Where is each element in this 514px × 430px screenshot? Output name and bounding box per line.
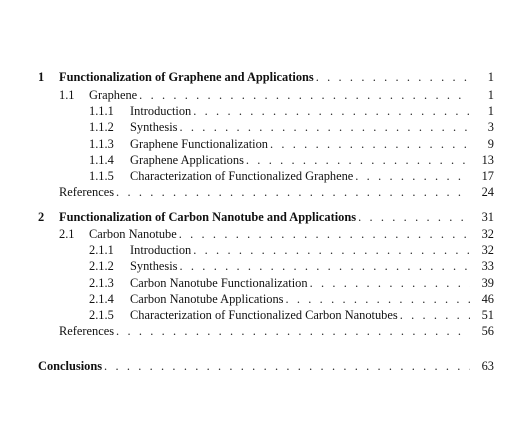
toc-entry-title-wrap [59, 323, 474, 339]
toc-entry-title-wrap [130, 168, 474, 184]
toc-entry-title-wrap [130, 258, 474, 274]
toc-entry-title: Introduction [130, 243, 192, 257]
dot-leader [193, 103, 470, 119]
toc-entry-page: 56 [481, 324, 494, 338]
toc-entry-page: 46 [481, 292, 494, 306]
toc-entry-number: 2.1.5 [89, 308, 114, 322]
toc-entry-title: Functionalization of Graphene and Applications [59, 70, 314, 84]
toc-entry-subsection-1-1-4[interactable] [0, 152, 514, 168]
toc-entry-title-wrap [89, 226, 474, 242]
toc-entry-subsection-1-1-2[interactable] [0, 119, 514, 135]
toc-entry-page: 9 [487, 137, 494, 151]
toc-entry-references-1[interactable] [0, 184, 514, 200]
dot-leader [355, 168, 470, 184]
toc-entry-number: 2 [38, 210, 45, 224]
dot-leader [180, 119, 470, 135]
toc-entry-title: Characterization of Functionalized Carbon Nanotubes [130, 308, 398, 322]
toc-entry-number: 2.1.2 [89, 259, 114, 273]
toc-entry-number: 1.1.5 [89, 169, 114, 183]
dot-leader [116, 323, 470, 339]
toc-entry-page: 17 [481, 169, 494, 183]
toc-entry-number: 1.1 [59, 88, 75, 102]
dot-leader [270, 136, 470, 152]
toc-entry-title: References [59, 185, 115, 199]
toc-entry-subsection-2-1-2[interactable] [0, 258, 514, 274]
toc-entry-section-1-1[interactable] [0, 87, 514, 103]
dot-leader [179, 226, 470, 242]
toc-entry-title-wrap [59, 209, 474, 225]
toc-entry-number: 2.1.1 [89, 243, 114, 257]
toc-entry-title: Synthesis [130, 259, 178, 273]
dot-leader [285, 291, 470, 307]
toc-entry-references-2[interactable] [0, 323, 514, 339]
toc-entry-title-wrap [130, 119, 474, 135]
toc-entry-section-2-1[interactable] [0, 226, 514, 242]
dot-leader [104, 358, 470, 374]
dot-leader [246, 152, 470, 168]
toc-entry-number: 1.1.1 [89, 104, 114, 118]
toc-entry-title: Functionalization of Carbon Nanotube and Applications [59, 210, 357, 224]
toc-entry-title: Introduction [130, 104, 192, 118]
toc-entry-title: Conclusions [38, 359, 103, 373]
toc-entry-title-wrap [130, 307, 474, 323]
toc-entry-title: Carbon Nanotube Functionalization [130, 276, 308, 290]
toc-entry-title: Characterization of Functionalized Graphene [130, 169, 354, 183]
toc-entry-number: 1.1.4 [89, 153, 114, 167]
toc-entry-title-wrap [38, 358, 474, 374]
dot-leader [310, 275, 470, 291]
toc-entry-number: 1 [38, 70, 45, 84]
toc-entry-subsection-2-1-4[interactable] [0, 291, 514, 307]
toc-entry-page: 1 [487, 70, 494, 84]
toc-entry-page: 63 [481, 359, 494, 373]
toc-entry-subsection-1-1-3[interactable] [0, 136, 514, 152]
toc-entry-title-wrap [130, 103, 474, 119]
toc-entry-title-wrap [130, 275, 474, 291]
toc-entry-page: 1 [487, 104, 494, 118]
toc-entry-page: 24 [481, 185, 494, 199]
toc-entry-title-wrap [59, 184, 474, 200]
toc-entry-title: Carbon Nanotube Applications [130, 292, 284, 306]
toc-entry-conclusions[interactable] [0, 358, 514, 374]
toc-entry-title-wrap [89, 87, 474, 103]
toc-entry-page: 33 [481, 259, 494, 273]
toc-entry-title-wrap [130, 136, 474, 152]
toc-entry-number: 2.1.4 [89, 292, 114, 306]
toc-entry-chapter-2[interactable] [0, 209, 514, 225]
toc-entry-number: 1.1.2 [89, 120, 114, 134]
toc-entry-title: Carbon Nanotube [89, 227, 177, 241]
toc-entry-subsection-2-1-3[interactable] [0, 275, 514, 291]
toc-entry-page: 3 [487, 120, 494, 134]
toc-entry-page: 1 [487, 88, 494, 102]
toc-entry-page: 32 [481, 227, 494, 241]
toc-entry-chapter-1[interactable] [0, 69, 514, 85]
dot-leader [358, 209, 470, 225]
dot-leader [116, 184, 470, 200]
dot-leader [180, 258, 470, 274]
toc-entry-number: 1.1.3 [89, 137, 114, 151]
toc-entry-subsection-2-1-1[interactable] [0, 242, 514, 258]
toc-entry-number: 2.1.3 [89, 276, 114, 290]
toc-entry-page: 32 [481, 243, 494, 257]
dot-leader [316, 69, 470, 85]
toc-entry-number: 2.1 [59, 227, 75, 241]
toc-entry-title-wrap [59, 69, 474, 85]
toc-entry-title: Graphene Applications [130, 153, 244, 167]
toc-entry-subsection-2-1-5[interactable] [0, 307, 514, 323]
dot-leader [139, 87, 470, 103]
toc-entry-title: Graphene [89, 88, 138, 102]
toc-entry-page: 13 [481, 153, 494, 167]
toc-entry-title-wrap [130, 291, 474, 307]
dot-leader [400, 307, 470, 323]
toc-entry-subsection-1-1-5[interactable] [0, 168, 514, 184]
toc-entry-title: References [59, 324, 115, 338]
toc-entry-title: Graphene Functionalization [130, 137, 268, 151]
toc-entry-page: 31 [481, 210, 494, 224]
toc-entry-page: 51 [481, 308, 494, 322]
toc-entry-page: 39 [481, 276, 494, 290]
dot-leader [193, 242, 470, 258]
toc-entry-title: Synthesis [130, 120, 178, 134]
toc-entry-subsection-1-1-1[interactable] [0, 103, 514, 119]
toc-entry-title-wrap [130, 152, 474, 168]
toc-entry-title-wrap [130, 242, 474, 258]
